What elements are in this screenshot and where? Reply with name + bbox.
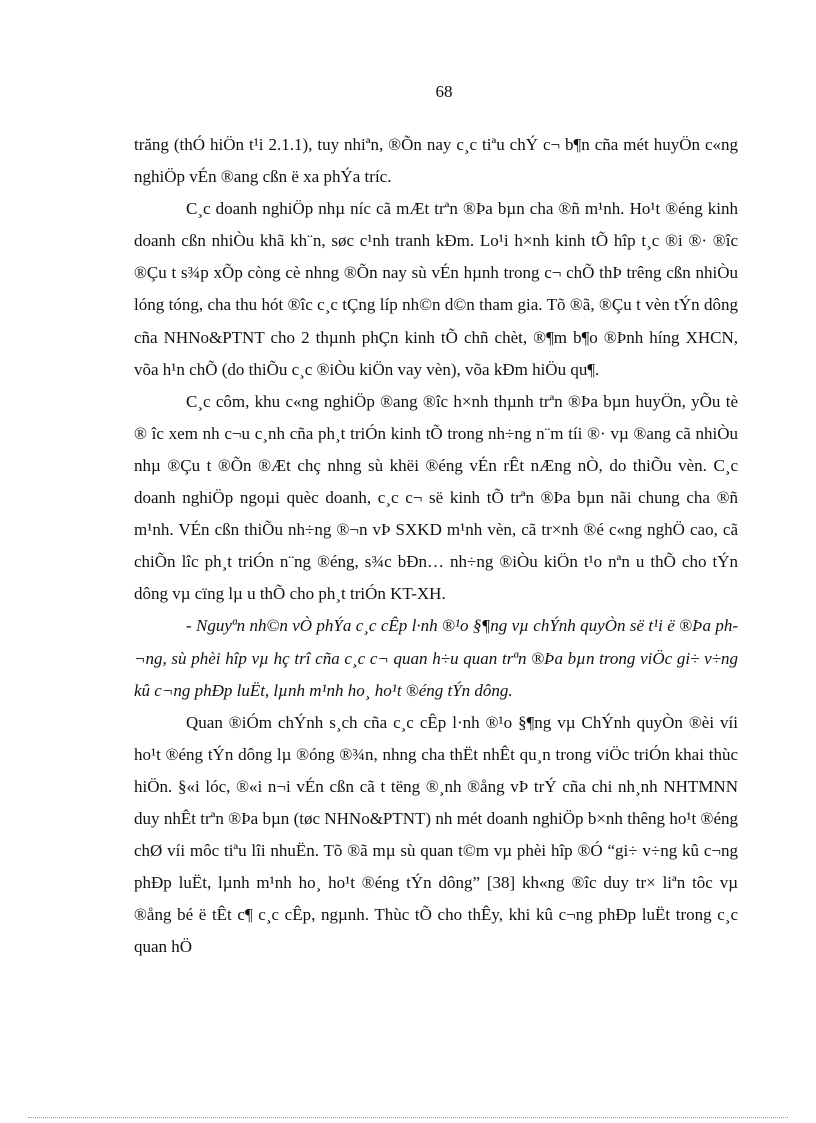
paragraph-2: C¸c doanh nghiÖp nhµ níc cã mÆt trªn ®Þa bµn cha ®ñ m¹nh. Ho¹t ®éng kinh doanh cßn nhiÒu khã kh¨n, søc c¹nh tranh kÐm. Lo¹i h×nh kinh tÕ hîp t¸c ®i ®· ®îc ®Çu t s¾p xÕp còng cè nhng ®Õn nay sù vÉn hµnh trong c¬ chÕ thÞ trêng cßn nhiÒu lóng tóng, cha thu hót ®îc c¸c tÇng líp nh©n d©n tham gia. Tõ ®ã, ®Çu t vèn tÝn dông cña NHNo&PTNT cho 2 thµnh phÇn kinh tÕ chñ chèt, ®¶m b¶o ®Þnh híng XHCN, võa h¹n chÕ (do thiÕu c¸c ®iÒu kiÖn vay vèn), võa kÐm hiÖu qu¶. xyxy=(134,199,738,379)
page-number: 68 xyxy=(435,82,453,101)
page-body xyxy=(134,129,738,963)
paragraph-4-italic: - Nguyªn nh©n vÒ phÝa c¸c cÊp l·nh ®¹o §¶ng vµ chÝnh quyÒn së t¹i ë ®Þa ph¬ng, sù phèi hîp vµ hç trî cña c¸c c¬ quan h÷u quan trªn ®Þa bµn trong viÖc gi÷ v÷ng kû c¬ng phÐp luËt, lµnh m¹nh ho¸ ho¹t ®éng tÝn dông. xyxy=(134,616,738,700)
bottom-dotted-rule xyxy=(28,1117,788,1118)
paragraph-1: trăng (thÓ hiÖn t¹i 2.1.1), tuy nhiªn, ®Õn nay c¸c tiªu chÝ c¬ b¶n cña mét huyÖn c«ng nghiÖp vÉn ®ang cßn ë xa phÝa tríc. xyxy=(134,135,738,187)
paragraph-3: C¸c côm, khu c«ng nghiÖp ®ang ®îc h×nh thµnh trªn ®Þa bµn huyÖn, yÕu tè ® îc xem nh c¬u c¸nh cña ph¸t triÓn kinh tÕ trong nh÷ng n¨m tíi ®· vµ ®ang cã nhiÒu nhµ ®Çu t ®Õn ®Æt chç nhng sù khëi ®éng vÉn rÊt nÆng nÒ, do thiÕu vèn. C¸c doanh nghiÖp ngoµi quèc doanh, c¸c c¬ së kinh tÕ trªn ®Þa bµn nãi chung cha ®ñ m¹nh. VÉn cßn thiÕu nh÷ng ®¬n vÞ SXKD m¹nh vèn, cã tr×nh ®é c«ng nghÖ cao, cã chiÕn lîc ph¸t triÓn n¨ng ®éng, s¾c bÐn… nh÷ng ®iÒu kiÖn t¹o nªn u thÕ cho tÝn dông vµ cïng lµ u thÕ cho ph¸t triÓn KT-XH. xyxy=(134,391,738,604)
paragraph-5: Quan ®iÓm chÝnh s¸ch cña c¸c cÊp l·nh ®¹o §¶ng vµ ChÝnh quyÒn ®èi víi ho¹t ®éng tÝn dông lµ ®óng ®¾n, nhng cha thËt nhÊt qu¸n trong viÖc triÓn khai thùc hiÖn. §«i lóc, ®«i n¬i vÉn cßn cã t tëng ®¸nh ®ång vÞ trÝ cña chi nh¸nh NHTMNN duy nhÊt trªn ®Þa bµn (tøc NHNo&PTNT) nh mét doanh nghiÖp b×nh thêng ho¹t ®éng chØ víi môc tiªu lîi nhuËn. Tõ ®ã mµ sù quan t©m vµ phèi hîp ®Ó “gi÷ v÷ng kû c¬ng phÐp luËt, lµnh m¹nh ho¸ ho¹t ®éng tÝn dông” [38] kh«ng ®îc duy tr× liªn tôc vµ ®ång bé ë tÊt c¶ c¸c cÊp, ngµnh. Thùc tÕ cho thÊy, khi kû c¬ng phÐp luËt trong c¸c quan hÖ xyxy=(134,712,738,957)
